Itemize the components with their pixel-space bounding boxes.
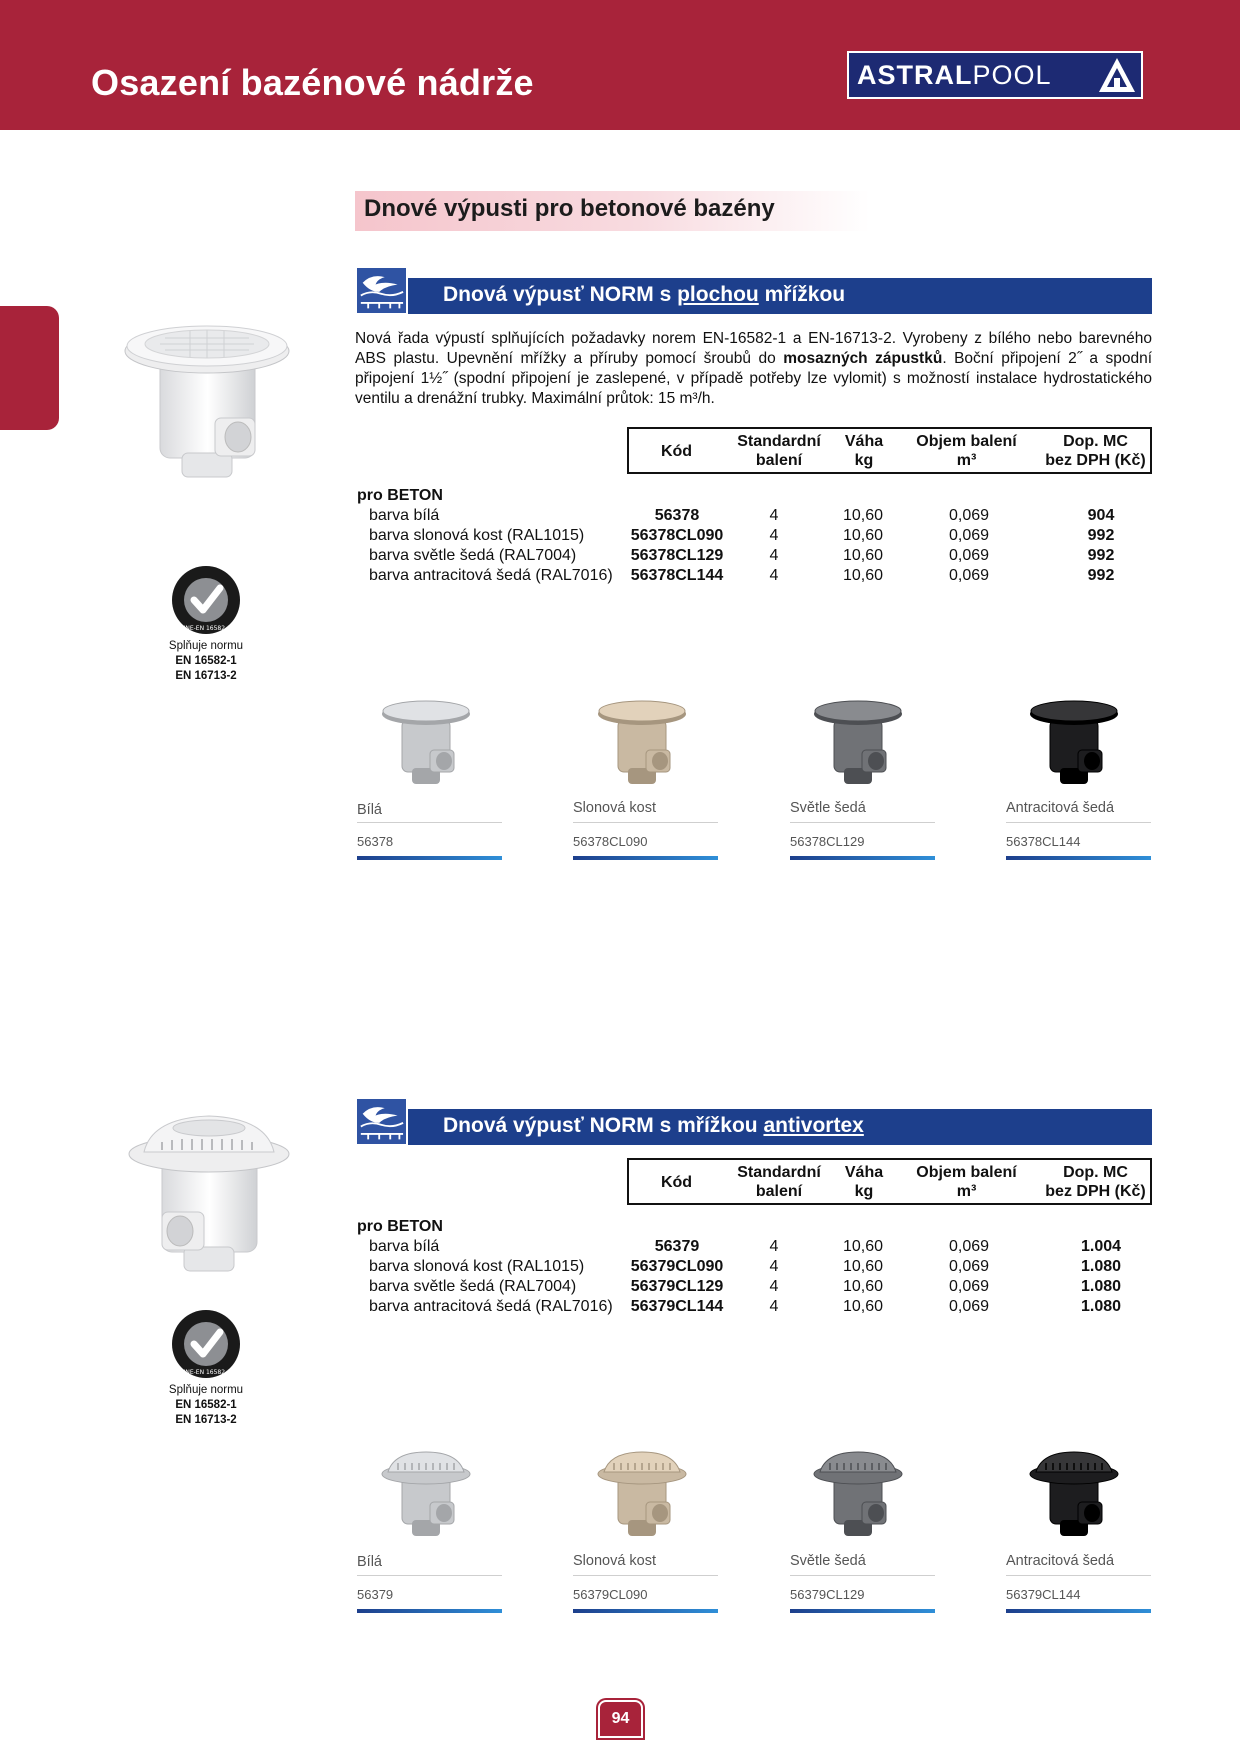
svg-text:UNE-EN 16582-1: UNE-EN 16582-1 bbox=[180, 625, 232, 632]
variant-accent-bar bbox=[573, 1609, 718, 1613]
variant-photo-white bbox=[378, 698, 473, 788]
variant-divider bbox=[573, 1575, 718, 1576]
variant-photo-anthracite bbox=[1026, 1450, 1121, 1540]
brand-text-light: POOL bbox=[972, 59, 1052, 90]
col-kod: Kód bbox=[660, 443, 693, 460]
variant-accent-bar bbox=[1006, 856, 1151, 860]
variant-name: Slonová kost bbox=[573, 1553, 657, 1569]
variant-divider bbox=[1006, 1575, 1151, 1576]
cert-caption: Splňuje normu EN 16582-1 EN 16713-2 bbox=[168, 1384, 244, 1426]
variant-divider bbox=[1006, 822, 1151, 823]
certification-seal-icon bbox=[170, 1308, 242, 1380]
variant-divider bbox=[790, 822, 935, 823]
col-volume: Objem balení m³ bbox=[916, 1164, 1017, 1200]
brand-text-bold: ASTRAL bbox=[857, 59, 973, 90]
variant-photo-ivory bbox=[594, 698, 689, 788]
variant-photo-white bbox=[378, 1450, 473, 1540]
variant-code: 56378 bbox=[357, 834, 394, 849]
product-title-bar bbox=[355, 278, 1152, 314]
product-title: Dnová výpusť NORM s plochou mřížkou bbox=[443, 283, 846, 306]
col-price: Dop. MC bez DPH (Kč) bbox=[1045, 1164, 1146, 1200]
col-volume: Objem balení m³ bbox=[916, 433, 1017, 469]
cert-caption: Splňuje normu EN 16582-1 EN 16713-2 bbox=[168, 640, 244, 682]
group-label: pro BETON bbox=[357, 1218, 443, 1235]
product-title-bar bbox=[355, 1109, 1152, 1145]
variant-code: 56379CL090 bbox=[573, 1587, 648, 1602]
price-table-header bbox=[627, 427, 1152, 474]
variant-code: 56379CL144 bbox=[1006, 1587, 1081, 1602]
variant-code: 56378CL129 bbox=[790, 834, 865, 849]
col-weight: Váha kg bbox=[844, 1164, 884, 1200]
section-heading: Dnové výpusti pro betonové bazény bbox=[355, 191, 870, 231]
variant-accent-bar bbox=[357, 856, 502, 860]
col-standard: Standardní balení bbox=[737, 1164, 821, 1200]
variant-accent-bar bbox=[790, 1609, 935, 1613]
pool-drain-icon bbox=[355, 266, 408, 315]
variant-name: Bílá bbox=[357, 1554, 382, 1570]
product-title: Dnová výpusť NORM s mřížkou antivortex bbox=[443, 1114, 864, 1137]
variant-divider bbox=[573, 822, 718, 823]
group-label: pro BETON bbox=[357, 487, 443, 504]
variant-divider bbox=[790, 1575, 935, 1576]
variant-name: Slonová kost bbox=[573, 800, 657, 816]
variant-code: 56378CL090 bbox=[573, 834, 648, 849]
col-kod: Kód bbox=[660, 1174, 693, 1191]
col-weight: Váha kg bbox=[844, 433, 884, 469]
variant-divider bbox=[357, 822, 502, 823]
product-description: Nová řada výpustí splňujících požadavky norem EN-16582-1 a EN-16713-2. Vyrobeny z bílého nebo barevného ABS plastu. Upevnění mřížky a příruby pomocí šroubů do mosazných zápustků. Boční připojení 2˝ a spodní připojení 1½˝ (spodní připojení je zaslepené, v případě potřeby lze vylomit) s možností instalace hydrostatického ventilu a drenážní trubky. Maximální průtok: 15 m³/h. bbox=[355, 330, 1153, 407]
variant-name: Světle šedá bbox=[790, 800, 866, 816]
variant-name: Bílá bbox=[357, 802, 382, 818]
variant-code: 56379CL129 bbox=[790, 1587, 865, 1602]
page-number: 94 bbox=[598, 1700, 643, 1738]
price-table-header bbox=[627, 1158, 1152, 1205]
variant-photo-ivory bbox=[594, 1450, 689, 1540]
variant-code: 56378CL144 bbox=[1006, 834, 1081, 849]
variant-divider bbox=[357, 1575, 502, 1576]
page-title: Osazení bazénové nádrže bbox=[91, 62, 534, 103]
col-standard: Standardní balení bbox=[737, 433, 821, 469]
drain-antivortex-grate-photo bbox=[122, 1112, 297, 1282]
variant-code: 56379 bbox=[357, 1587, 394, 1602]
variant-name: Antracitová šedá bbox=[1006, 1553, 1115, 1569]
variant-photo-light-grey bbox=[810, 698, 905, 788]
variant-photo-anthracite bbox=[1026, 698, 1121, 788]
pool-drain-icon bbox=[355, 1097, 408, 1146]
col-price: Dop. MC bez DPH (Kč) bbox=[1045, 433, 1146, 469]
drain-flat-grate-photo bbox=[120, 318, 295, 488]
astralpool-logo bbox=[847, 51, 1143, 99]
variant-name: Antracitová šedá bbox=[1006, 800, 1115, 816]
variant-name: Světle šedá bbox=[790, 1553, 866, 1569]
astralpool-triangle-icon bbox=[1095, 54, 1139, 96]
variant-accent-bar bbox=[790, 856, 935, 860]
variant-photo-light-grey bbox=[810, 1450, 905, 1540]
svg-text:UNE-EN 16582-1: UNE-EN 16582-1 bbox=[180, 1369, 232, 1376]
side-tab bbox=[0, 306, 59, 430]
variant-accent-bar bbox=[357, 1609, 502, 1613]
variant-accent-bar bbox=[573, 856, 718, 860]
certification-seal-icon bbox=[170, 564, 242, 636]
variant-accent-bar bbox=[1006, 1609, 1151, 1613]
